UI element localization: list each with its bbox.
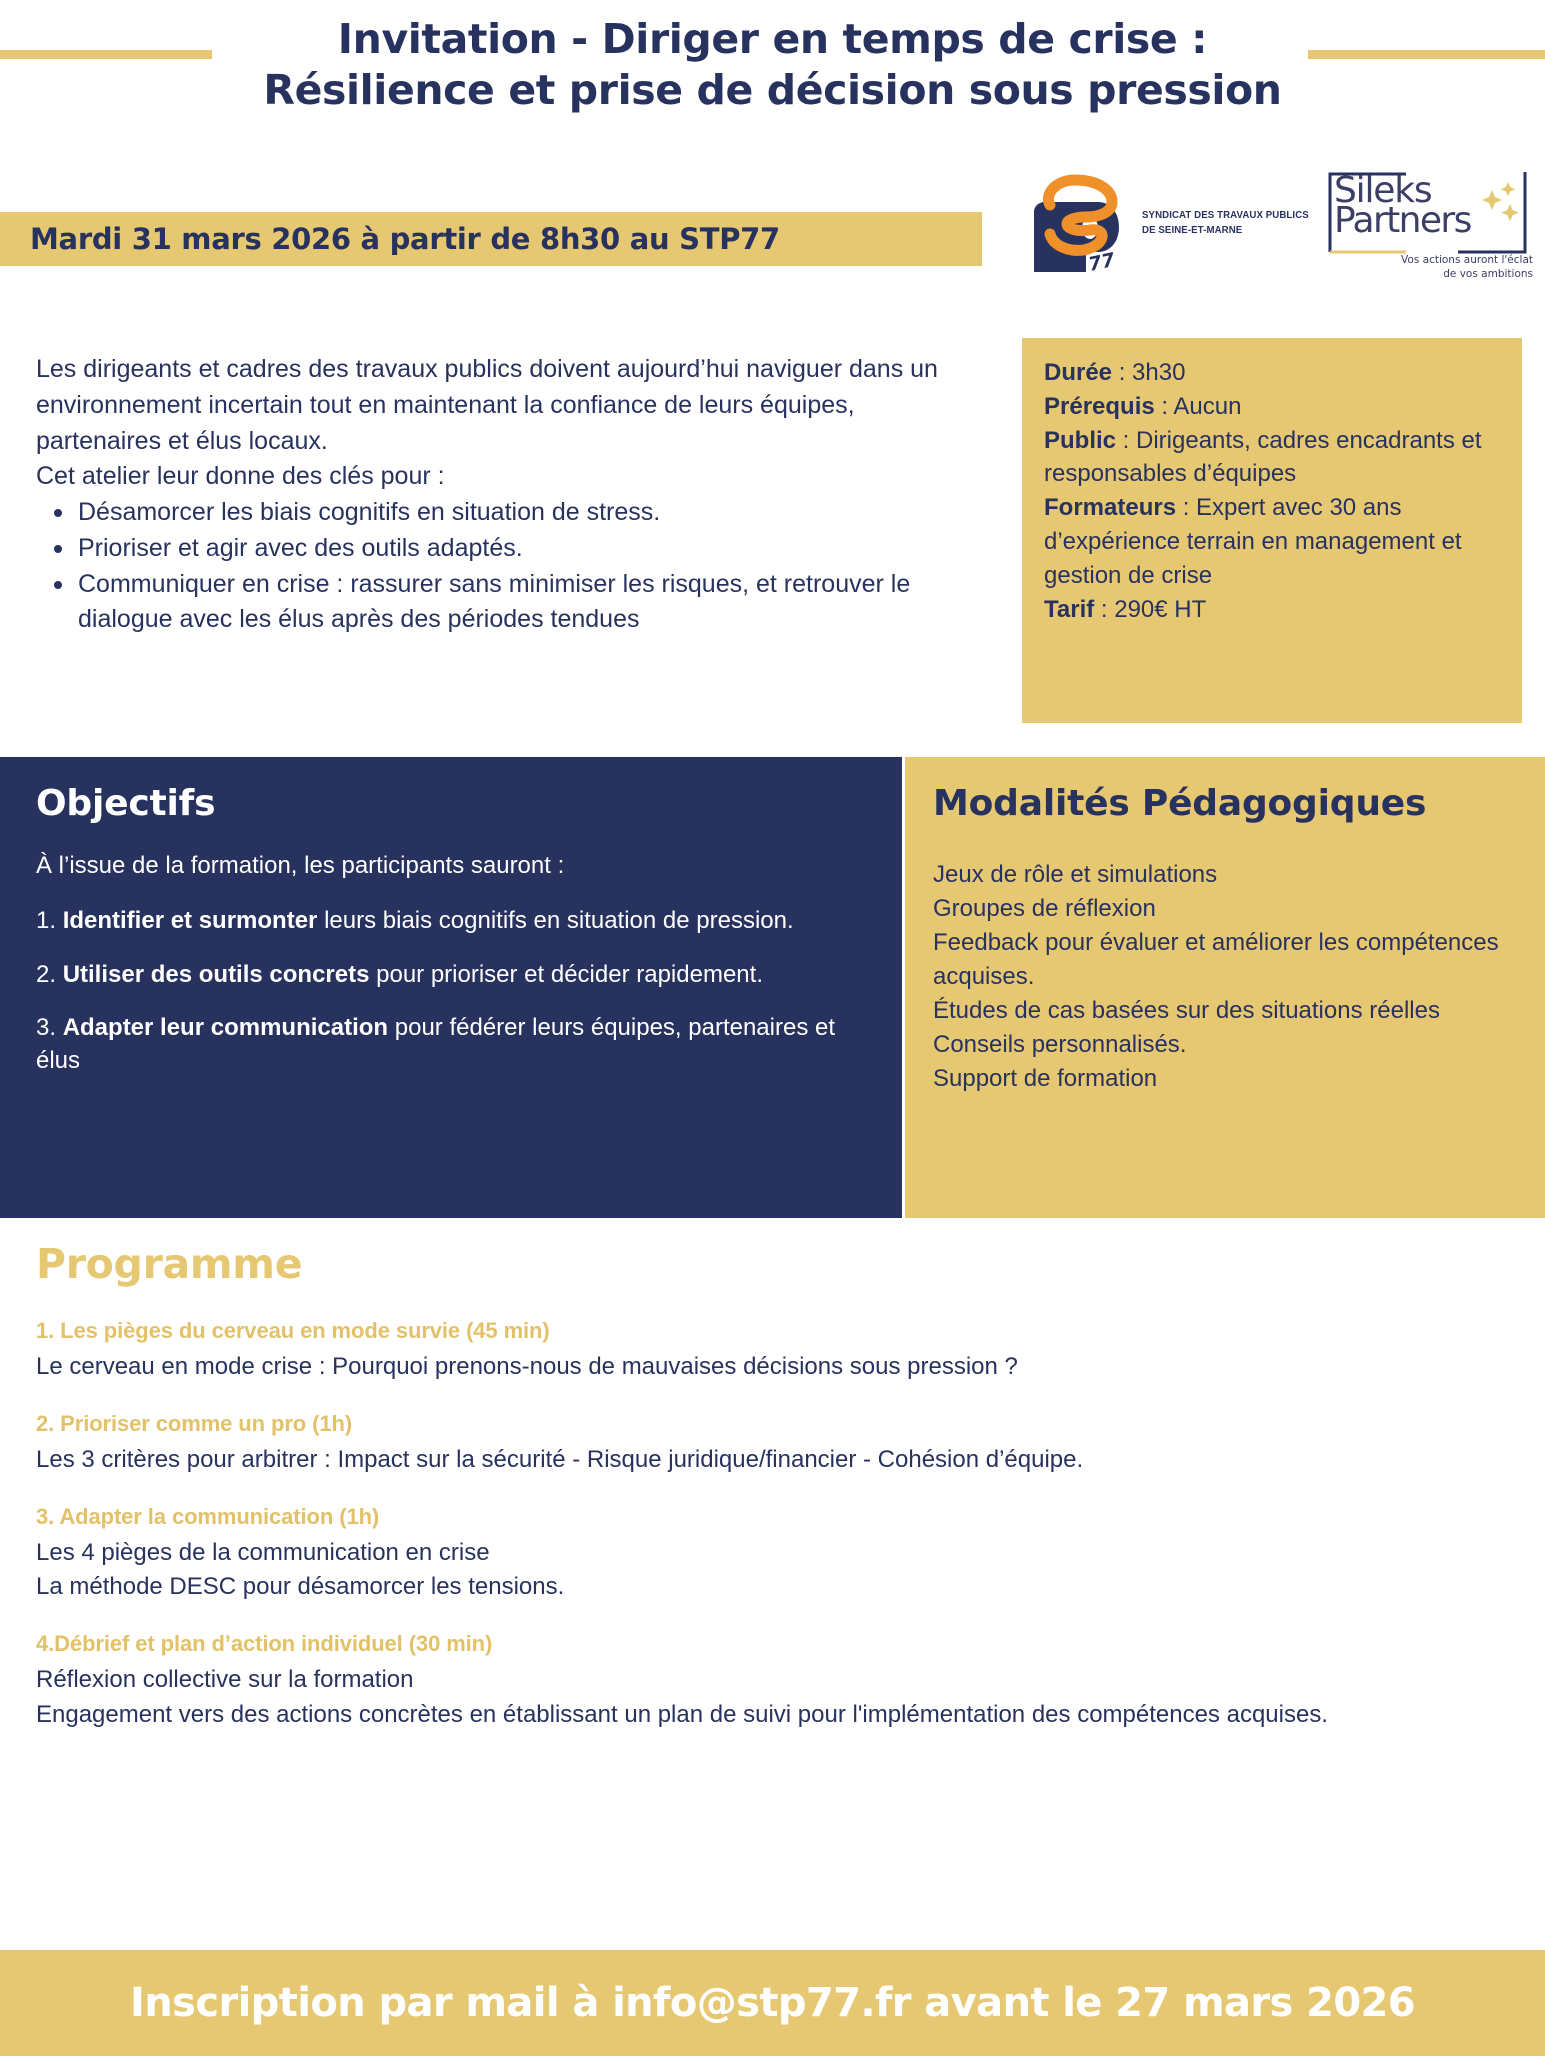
registration-footer: [0, 1950, 1545, 2056]
info-row-duree: [1044, 356, 1506, 390]
programme-item-1: [36, 1318, 1545, 1385]
info-value-tarif: : 290€ HT: [1094, 595, 1207, 623]
sileks-word-2: Partners: [1334, 200, 1471, 242]
objectifs-item-2-bold: Utiliser des outils concrets: [62, 960, 370, 988]
sileks-tagline: [1340, 254, 1533, 281]
programme-item-3-line-1: Les 4 pièges de la communication en crise: [36, 1538, 490, 1566]
intro-text: [36, 352, 966, 638]
objectifs-lead: À l’issue de la formation, les participants sauront :: [36, 852, 565, 879]
info-value-public: : Dirigeants, cadres encadrants et responsables d’équipes: [1044, 426, 1482, 488]
programme-item-2: [36, 1411, 1545, 1478]
info-label-public: Public: [1044, 426, 1117, 454]
programme-heading: Programme: [36, 1240, 303, 1288]
programme-item-4-line-1: Réflexion collective sur la formation: [36, 1666, 414, 1694]
info-value-prerequis: : Aucun: [1154, 392, 1242, 420]
objectifs-item-2-rest: pour prioriser et décider rapidement.: [369, 960, 763, 988]
sileks-tagline-line2: de vos ambitions: [1443, 267, 1533, 280]
modalites-item: Feedback pour évaluer et améliorer les compétences acquises.: [933, 929, 1499, 991]
objectifs-item-3: [36, 1011, 868, 1077]
objectifs-item-1-rest: leurs biais cognitifs en situation de pression.: [317, 907, 794, 935]
stp77-logo-line2: DE SEINE-ET-MARNE: [1142, 224, 1243, 237]
objectifs-item-1-bold: Identifier et surmonter: [62, 907, 318, 935]
list-item: Prioriser et agir avec des outils adaptés.: [78, 531, 966, 567]
modalites-item: Support de formation: [933, 1065, 1158, 1093]
info-row-formateurs: [1044, 491, 1506, 592]
modalites-item: Études de cas basées sur des situations réelles: [933, 997, 1440, 1025]
stp77-logo-words: [1142, 208, 1309, 238]
info-row-public: [1044, 424, 1506, 492]
objectifs-item-3-rest: pour fédérer leurs équipes, partenaires et élus: [36, 1013, 836, 1074]
logo-group: [1020, 170, 1533, 285]
page-title: [130, 14, 1415, 117]
registration-footer-text: Inscription par mail à info@stp77.fr avant le 27 mars 2026: [129, 1980, 1416, 2026]
objectifs-heading: Objectifs: [36, 783, 216, 824]
objectifs-item-3-number: 3.: [36, 1013, 63, 1041]
stp77-logo-line1: SYNDICAT DES TRAVAUX PUBLICS: [1142, 209, 1309, 221]
programme-section: [0, 1240, 1545, 1759]
modalites-item: Jeux de rôle et simulations: [933, 861, 1218, 888]
objectifs-item-2-number: 2.: [36, 960, 63, 988]
programme-item-2-title: 2. Prioriser comme un pro (1h): [36, 1410, 353, 1436]
programme-item-4-title: 4.Débrief et plan d’action individuel (30 min): [36, 1631, 493, 1657]
list-item: Communiquer en crise : rassurer sans minimiser les risques, et retrouver le dialogue avec les élus après des périodes tendues: [78, 567, 966, 639]
programme-item-4: [36, 1631, 1545, 1733]
intro-paragraph-2: Cet atelier leur donne des clés pour :: [36, 462, 445, 491]
info-value-formateurs: : Expert avec 30 ans d’expérience terrain en management et gestion de crise: [1044, 494, 1462, 589]
programme-item-1-title: 1. Les pièges du cerveau en mode survie (45 min): [36, 1318, 550, 1343]
objectifs-panel: [0, 757, 902, 1218]
programme-item-3: [36, 1504, 1545, 1606]
svg-text:77: 77: [1086, 248, 1117, 276]
info-label-prerequis: Prérequis: [1044, 392, 1155, 420]
stp77-mark-icon: [1020, 172, 1130, 277]
programme-item-1-line-1: Le cerveau en mode crise : Pourquoi prenons-nous de mauvaises décisions sous pression ?: [36, 1353, 1018, 1380]
date-banner: [0, 212, 982, 266]
programme-item-2-line-1: Les 3 critères pour arbitrer : Impact sur la sécurité - Risque juridique/financier - Cohésion d’équipe.: [36, 1445, 1084, 1473]
info-label-duree: Durée: [1044, 359, 1113, 386]
programme-item-4-line-2: Engagement vers des actions concrètes en établissant un plan de suivi pour l'implémentation des compétences acquises.: [36, 1700, 1328, 1728]
sileks-partners-logo: [1320, 160, 1535, 285]
programme-item-3-title: 3. Adapter la communication (1h): [36, 1503, 380, 1529]
stp77-logo: [1020, 172, 1309, 282]
list-item: Désamorcer les biais cognitifs en situation de stress.: [78, 495, 966, 531]
objectifs-item-1-number: 1.: [36, 907, 63, 935]
date-banner-text: Mardi 31 mars 2026 à partir de 8h30 au STP77: [30, 222, 780, 256]
sileks-tagline-line1: Vos actions auront l'éclat: [1401, 254, 1533, 266]
intro-bullet-list: [36, 495, 966, 638]
page-title-line2: Résilience et prise de décision sous pression: [263, 66, 1282, 115]
modalites-panel: [905, 757, 1545, 1218]
sileks-word-1: Sileks: [1334, 170, 1432, 211]
info-value-duree: : 3h30: [1112, 359, 1186, 386]
sileks-wordmark: [1334, 170, 1471, 242]
title-block: [0, 0, 1545, 150]
objectifs-item-3-bold: Adapter leur communication: [62, 1013, 389, 1041]
intro-paragraph-1: Les dirigeants et cadres des travaux publics doivent aujourd’hui naviguer dans un environnement incertain tout en maintenant la confiance de leurs équipes, partenaires et élus locaux.: [36, 355, 938, 455]
objectifs-item-2: [36, 958, 868, 991]
info-row-prerequis: [1044, 390, 1506, 424]
programme-item-3-line-2: La méthode DESC pour désamorcer les tensions.: [36, 1573, 565, 1601]
modalites-item: Groupes de réflexion: [933, 895, 1156, 923]
page-title-line1: Invitation - Diriger en temps de crise :: [337, 15, 1208, 63]
info-label-formateurs: Formateurs: [1044, 494, 1177, 522]
info-row-tarif: [1044, 593, 1506, 627]
info-label-tarif: Tarif: [1044, 595, 1095, 623]
course-info-box: [1022, 338, 1522, 723]
objectifs-item-1: [36, 904, 868, 937]
modalites-item: Conseils personnalisés.: [933, 1031, 1187, 1059]
modalites-heading: Modalités Pédagogiques: [933, 783, 1427, 824]
